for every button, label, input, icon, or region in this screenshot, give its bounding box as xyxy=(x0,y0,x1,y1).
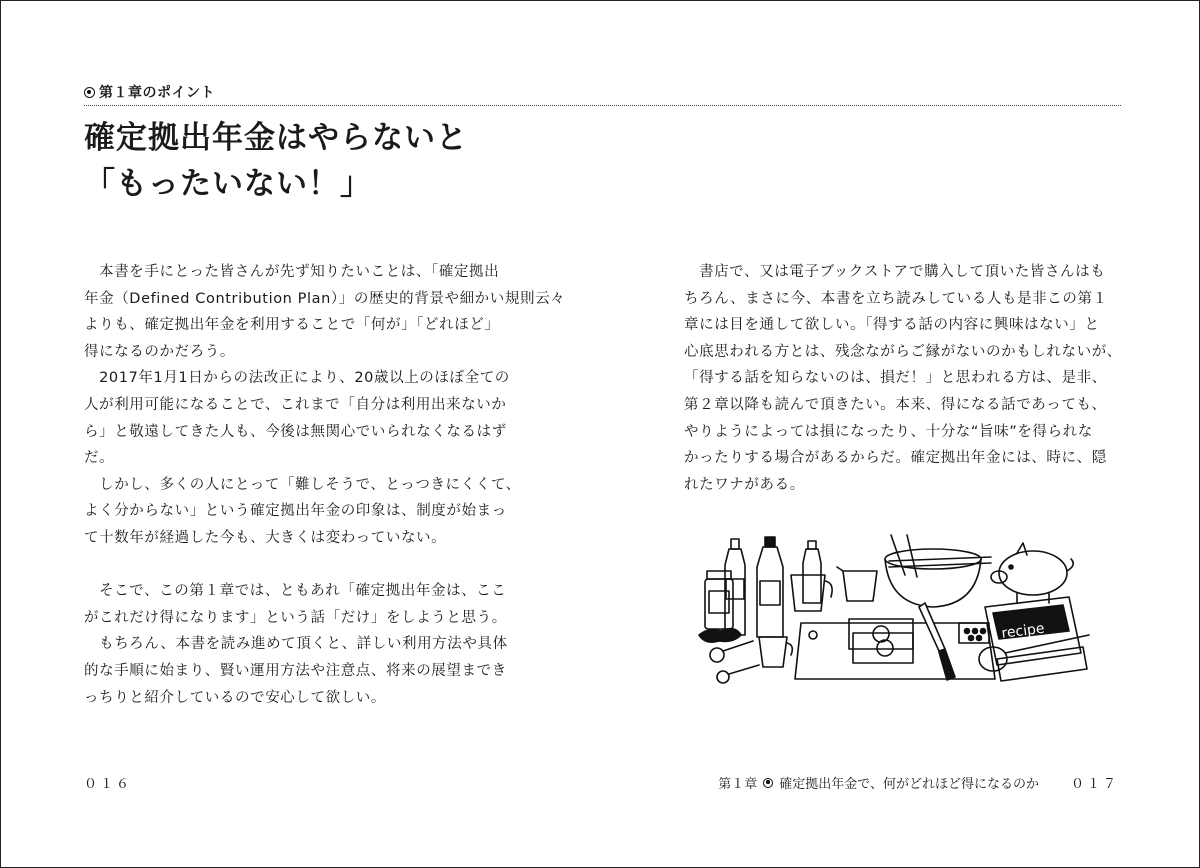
chapter-label xyxy=(84,82,215,102)
text-line: よく分からない」という確定拠出年金の印象は、制度が始まっ xyxy=(84,503,507,520)
bottle-icon xyxy=(803,541,821,603)
recipe-label: recipe xyxy=(1000,620,1046,642)
text-line: だ。 xyxy=(84,450,115,467)
footer-section-title: 確定拠出年金で、何がどれほど得になるのか xyxy=(779,777,1039,792)
text-line: そこで、この第１章では、ともあれ「確定拠出年金は、ここ xyxy=(84,583,507,600)
spill-icon xyxy=(699,629,741,642)
text-line: かったりする場合があるからだ。確定拠出年金には、時に、隠 xyxy=(684,450,1107,467)
text-line: 年金（Defined Contribution Plan）」の歴史的背景や細かい規則云々 xyxy=(84,290,566,307)
text-line: 章には目を通して欲しい。「得する話の内容に興味はない」と xyxy=(684,317,1100,334)
text-line: 第２章以降も読んで頂きたい。本来、得になる話であっても、 xyxy=(684,396,1107,413)
text-line: 書店で、又は電子ブックストアで購入して頂いた皆さんはも xyxy=(684,264,1106,280)
measuring-cup-icon xyxy=(837,567,877,601)
text-line: がこれだけ得になります」という話「だけ」をしようと思う。 xyxy=(84,609,507,626)
pill-sheet-icon xyxy=(959,623,989,643)
bullet-circle-icon xyxy=(763,778,773,788)
text-line: ちろん、まさに今、本書を立ち読みしている人も是非この第１ xyxy=(684,290,1108,307)
text-line: 得になるのかだろう。 xyxy=(84,343,235,360)
footer-chapter: 第１章 xyxy=(718,777,758,792)
jar-icon xyxy=(705,571,733,629)
paragraph-gap xyxy=(84,552,534,579)
measuring-spoon-icon xyxy=(710,641,759,683)
text-line: よりも、確定拠出年金を利用することで「何が」「どれほど」 xyxy=(84,317,500,334)
text-line: 人が利用可能になることで、これまで「自分は利用出来ないか xyxy=(84,396,507,413)
kitchen-illustration xyxy=(693,531,1113,696)
text-line: っちりと紹介しているので安心して欲しい。 xyxy=(84,689,386,706)
piggy-bank-icon xyxy=(991,543,1073,603)
cup-icon xyxy=(759,637,792,667)
bottle-icon xyxy=(725,539,745,635)
banknote-icon xyxy=(849,619,913,663)
ladle-icon xyxy=(979,635,1089,671)
left-column-text xyxy=(84,259,566,711)
measuring-cup-icon xyxy=(791,575,832,611)
running-footer xyxy=(718,773,1119,792)
right-column-text xyxy=(684,259,1134,498)
text-line: 2017年1月1日からの法改正により、20歳以上のほぼ全ての xyxy=(84,370,510,387)
text-line: ら」と敬遠してきた人も、今後は無関心でいられなくなるはず xyxy=(84,423,507,440)
text-line: 心底思われる方とは、残念ながらご縁がないのかもしれないが、 xyxy=(684,343,1122,360)
bowl-icon xyxy=(885,535,981,607)
page-number-left: ０１６ xyxy=(84,777,133,792)
chapter-label-text: 第１章のポイント xyxy=(99,85,215,101)
knife-icon xyxy=(919,603,955,680)
text-line: やりようによっては損になったり、十分な“旨味”を得られな xyxy=(684,423,1093,440)
page-title xyxy=(84,115,468,207)
bullet-circle-icon xyxy=(84,87,95,98)
text-line: 「得する話を知らないのは、損だ！」と思われる方は、是非、 xyxy=(684,370,1107,387)
text-line: れたワナがある。 xyxy=(684,476,805,493)
bottle-icon xyxy=(757,537,783,637)
text-line: て十数年が経過した今も、大きくは変わっていない。 xyxy=(84,529,447,546)
title-line-1: 確定拠出年金はやらないと xyxy=(84,120,468,156)
dotted-rule xyxy=(84,105,1121,106)
text-line: もちろん、本書を読み進めて頂くと、詳しい利用方法や具体 xyxy=(84,636,508,653)
text-line: しかし、多くの人にとって「難しそうで、とっつきにくくて、 xyxy=(84,476,521,493)
page-number-right: ０１７ xyxy=(1070,777,1119,792)
text-line: 的な手順に始まり、賢い運用方法や注意点、将来の展望までき xyxy=(84,662,507,679)
text-line: 本書を手にとった皆さんが先ず知りたいことは、「確定拠出 xyxy=(84,264,500,280)
chopsticks-icon xyxy=(889,557,991,567)
title-line-2: 「もったいない！」 xyxy=(84,166,372,202)
